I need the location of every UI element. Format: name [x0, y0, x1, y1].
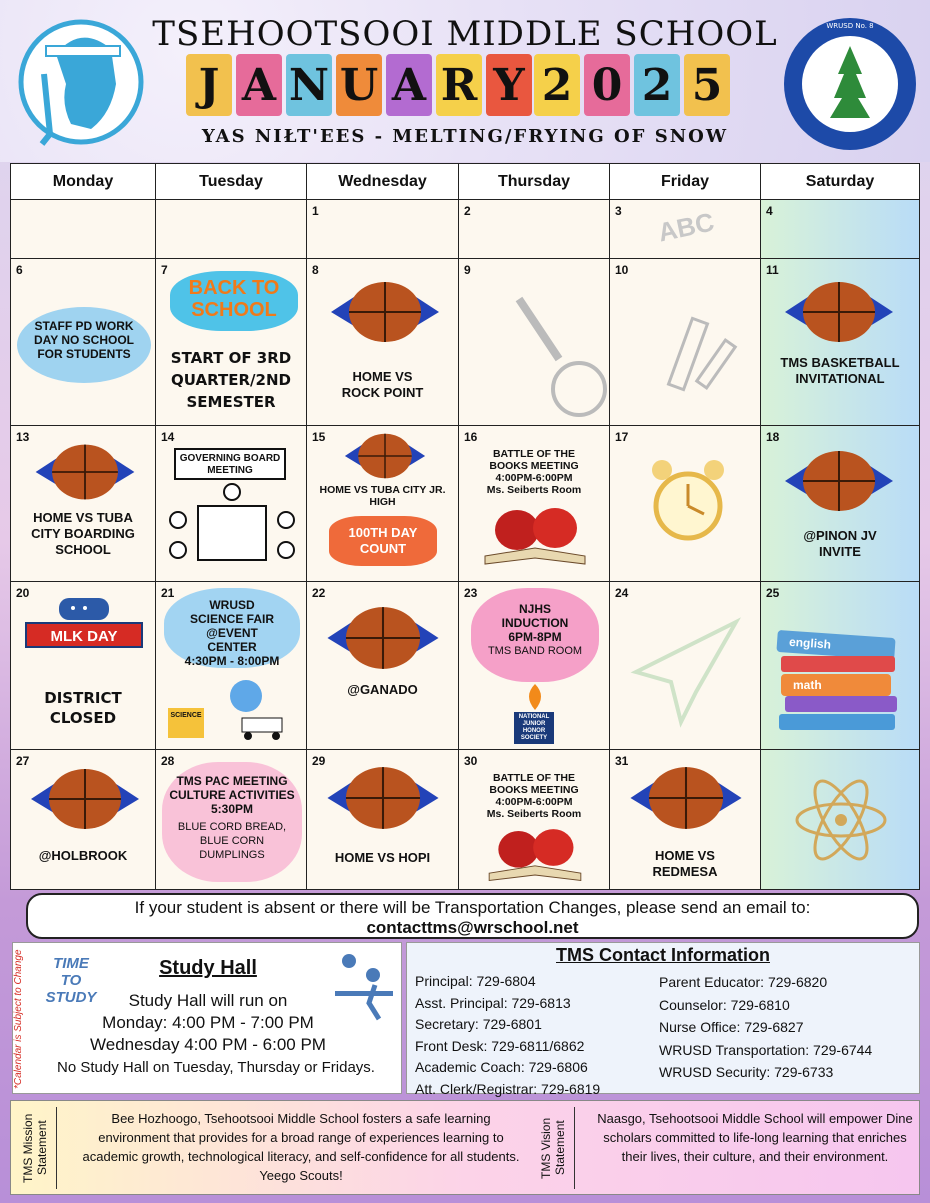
- contact-item: Principal: 729-6804: [415, 973, 536, 989]
- event-time: 4:00PM-6:00PM: [495, 796, 573, 808]
- event-room: TMS BAND ROOM: [487, 645, 583, 657]
- 100th-day-badge: 100TH DAY COUNT: [329, 516, 437, 566]
- vision-label: TMS Vision Statement: [539, 1107, 575, 1189]
- vision-text: Naasgo, Tsehootsooi Middle School will empower Dine scholars committed to life-long learning that enriches their lives, their culture, and their environment.: [597, 1111, 913, 1164]
- day-cell-1: [307, 200, 459, 259]
- year-digit: 2: [634, 54, 680, 116]
- day-cell-20: [11, 582, 156, 750]
- contact-item: Nurse Office: 729-6827: [659, 1019, 804, 1035]
- event-text: HOME VS HOPI: [334, 850, 431, 865]
- basketball-icon: [781, 446, 897, 516]
- math-book-label: math: [781, 674, 891, 696]
- mlk-day-badge: MLK DAY: [25, 622, 143, 648]
- event-text: NJHS INDUCTION 6PM-8PM: [501, 602, 569, 644]
- day-cell-9: [459, 259, 610, 426]
- day-cell-23: [459, 582, 610, 750]
- day-number: 25: [766, 586, 780, 600]
- event-room: Ms. Seiberts Room: [486, 484, 582, 496]
- day-cell-27: [11, 750, 156, 889]
- boxing-gloves-book-icon: [477, 498, 593, 570]
- contact-item: WRUSD Security: 729-6733: [659, 1064, 834, 1080]
- day-cell-15: [307, 426, 459, 582]
- mission-label: TMS Mission Statement: [21, 1107, 57, 1189]
- board-meeting-sign: GOVERNING BOARD MEETING: [174, 448, 286, 480]
- day-number: 24: [615, 586, 629, 600]
- event-text: HOME VS TUBA CITY JR. HIGH: [319, 484, 446, 508]
- basketball-icon: [321, 762, 445, 834]
- event-text: @PINON JV INVITE: [803, 528, 877, 559]
- day-number: 30: [464, 754, 478, 768]
- district-seal-logo: [780, 14, 920, 154]
- time-to-study-logo: TIME TO STUDY: [45, 955, 97, 1006]
- back-to-school-graphic: BACK TO SCHOOL: [170, 271, 298, 331]
- basketball-icon: [624, 762, 748, 834]
- basketball-icon: [27, 440, 143, 504]
- event-time: 4:00PM-6:00PM: [495, 472, 573, 484]
- day-number: 31: [615, 754, 629, 768]
- day-number: 16: [464, 430, 478, 444]
- day-cell-10: [610, 259, 761, 426]
- month-letter: N: [286, 54, 332, 116]
- month-letter: R: [436, 54, 482, 116]
- day-number: 3: [615, 204, 622, 218]
- day-number: 7: [161, 263, 168, 277]
- event-text: TMS PAC MEETING CULTURE ACTIVITIES: [169, 774, 295, 802]
- scout-mascot-logo: [16, 14, 146, 154]
- contact-item: Academic Coach: 729-6806: [415, 1059, 588, 1075]
- day-number: 15: [312, 430, 326, 444]
- month-tiles: [186, 54, 532, 120]
- month-subtitle: YAS NIŁT'EES - MELTING/FRYING OF SNOW: [201, 126, 729, 147]
- day-number: 20: [16, 586, 30, 600]
- event-text: @GANADO: [347, 682, 418, 697]
- event-text: HOME VS ROCK POINT: [341, 369, 424, 400]
- contact-email-link[interactable]: contacttms@wrschool.net: [366, 918, 579, 937]
- basketball-icon: [781, 277, 897, 347]
- paper-plane-doodle-icon: [626, 612, 746, 732]
- event-text: BATTLE OF THE BOOKS MEETING: [489, 448, 579, 472]
- day-cell-empty: [761, 750, 919, 889]
- year-digit: 0: [584, 54, 630, 116]
- day-number: 13: [16, 430, 30, 444]
- science-experiment-icon: [206, 674, 302, 746]
- school-supplies-doodle-icon: [499, 289, 609, 419]
- day-cell-28: [156, 750, 307, 889]
- day-number: 22: [312, 586, 326, 600]
- day-cell-4: [761, 200, 919, 259]
- contact-list-left: [415, 971, 600, 1100]
- boxing-gloves-book-icon: [477, 820, 593, 886]
- staff-pd-badge: STAFF PD WORK DAY NO SCHOOL FOR STUDENTS: [17, 307, 151, 383]
- study-hall-line: Monday: 4:00 PM - 7:00 PM: [102, 1013, 314, 1032]
- event-text: HOME VS TUBA CITY BOARDING SCHOOL: [31, 510, 135, 557]
- day-cell-31: [610, 750, 761, 889]
- year-tiles: [534, 54, 730, 116]
- transportation-notice: [26, 893, 919, 939]
- contact-item: WRUSD Transportation: 729-6744: [659, 1041, 873, 1058]
- contact-item: Front Desk: 729-6811/6862: [415, 1037, 585, 1054]
- mission-vision-panel: [10, 1100, 920, 1195]
- study-hall-line: No Study Hall on Tuesday, Thursday or Fridays.: [57, 1059, 375, 1076]
- day-number: 17: [615, 430, 629, 444]
- day-number: 1: [312, 204, 319, 218]
- contact-title: TMS Contact Information: [556, 945, 770, 965]
- event-text: WRUSD SCIENCE FAIR @EVENT CENTER: [189, 598, 274, 654]
- day-cell-25: [761, 582, 919, 750]
- day-header-tuesday: Tuesday: [156, 164, 307, 200]
- alarm-clock-icon: [646, 452, 730, 552]
- day-cell-2: [459, 200, 610, 259]
- contact-list-right: [659, 971, 872, 1084]
- event-text: @HOLBROOK: [38, 848, 128, 863]
- svg-text:WRUSD No. 8: WRUSD No. 8: [826, 22, 874, 30]
- day-cell-empty: [11, 200, 156, 259]
- study-hall-title: Study Hall: [159, 957, 257, 979]
- book-stack-icon: [775, 656, 901, 732]
- day-number: 2: [464, 204, 471, 218]
- day-cell-7: [156, 259, 307, 426]
- day-header-wednesday: Wednesday: [307, 164, 459, 200]
- njhs-logo-text: NATIONAL JUNIOR HONOR SOCIETY: [514, 712, 554, 744]
- day-cell-empty: [156, 200, 307, 259]
- day-cell-16: [459, 426, 610, 582]
- day-header-monday: Monday: [11, 164, 156, 200]
- day-number: 23: [464, 586, 478, 600]
- event-text: DISTRICT CLOSED: [44, 689, 122, 727]
- day-number: 4: [766, 204, 773, 218]
- month-letter: U: [336, 54, 382, 116]
- day-cell-13: [11, 426, 156, 582]
- day-cell-6: [11, 259, 156, 426]
- day-cell-8: [307, 259, 459, 426]
- event-room: Ms. Seiberts Room: [486, 808, 582, 820]
- basketball-icon: [337, 430, 433, 482]
- day-cell-30: [459, 750, 610, 889]
- contact-info-panel: [406, 942, 920, 1097]
- day-number: 29: [312, 754, 326, 768]
- day-number: 27: [16, 754, 30, 768]
- basketball-icon: [25, 764, 145, 834]
- basketball-icon: [321, 602, 445, 674]
- event-text: START OF 3RD QUARTER/2ND SEMESTER: [170, 349, 292, 411]
- header-banner: [0, 0, 930, 162]
- day-number: 28: [161, 754, 175, 768]
- notice-text: If your student is absent or there will be Transportation Changes, please send an email to:: [134, 898, 811, 917]
- day-cell-17: [610, 426, 761, 582]
- day-cell-24: [610, 582, 761, 750]
- english-book-label: english: [776, 630, 895, 660]
- basketball-icon: [327, 277, 443, 347]
- day-number: 14: [161, 430, 175, 444]
- school-title: TSEHOOTSOOI MIDDLE SCHOOL: [152, 14, 778, 54]
- day-header-friday: Friday: [610, 164, 761, 200]
- science-book-label: SCIENCE: [168, 708, 204, 738]
- event-text: BATTLE OF THE BOOKS MEETING: [489, 772, 579, 796]
- contact-item: Att. Clerk/Registrar: 729-6819: [415, 1080, 601, 1097]
- day-number: 9: [464, 263, 471, 277]
- month-letter: A: [236, 54, 282, 116]
- day-number: 11: [766, 263, 779, 277]
- event-text: TMS BASKETBALL INVITATIONAL: [780, 355, 900, 386]
- torch-icon: [517, 682, 553, 712]
- year-digit: 2: [534, 54, 580, 116]
- mission-text: Bee Hozhoogo, Tsehootsooi Middle School fosters a safe learning environment that provides for a broad range of experiences learning to academic growth, technological literacy, and self-confidence for all students. Yeego Scouts!: [82, 1111, 520, 1183]
- njhs-badge: [471, 588, 599, 682]
- day-number: 18: [766, 430, 780, 444]
- contact-item: Asst. Principal: 729-6813: [415, 994, 571, 1011]
- flag-circle-icon: [55, 596, 113, 622]
- month-letter: J: [186, 54, 232, 116]
- day-cell-18: [761, 426, 919, 582]
- day-number: 21: [161, 586, 175, 600]
- month-letter: Y: [486, 54, 532, 116]
- abc-doodle: ABC: [655, 206, 717, 248]
- day-cell-3: [610, 200, 761, 259]
- day-number: 10: [615, 263, 629, 277]
- month-letter: A: [386, 54, 432, 116]
- pac-meeting-badge: [162, 762, 302, 882]
- meeting-table-icon: [164, 480, 300, 576]
- event-time: 5:30PM: [210, 802, 254, 816]
- day-header-saturday: Saturday: [761, 164, 919, 200]
- event-time: 4:30PM - 8:00PM: [184, 654, 280, 668]
- study-hall-line: Study Hall will run on: [128, 991, 288, 1010]
- calendar-grid: [10, 163, 920, 890]
- day-number: 8: [312, 263, 319, 277]
- contact-item: Counselor: 729-6810: [659, 996, 790, 1013]
- day-cell-21: [156, 582, 307, 750]
- day-number: 6: [16, 263, 23, 277]
- contact-item: Secretary: 729-6801: [415, 1016, 542, 1032]
- day-cell-11: [761, 259, 919, 426]
- event-text: HOME VS REDMESA: [652, 848, 718, 879]
- science-fair-badge: [164, 588, 300, 668]
- day-header-thursday: Thursday: [459, 164, 610, 200]
- day-cell-14: [156, 426, 307, 582]
- event-food: BLUE CORD BREAD, BLUE CORN DUMPLINGS: [177, 821, 287, 861]
- study-hall-panel: [12, 942, 402, 1094]
- day-cell-22: [307, 582, 459, 750]
- calendar-change-note: *Calendar is Subject to Change: [13, 949, 24, 1089]
- year-digit: 5: [684, 54, 730, 116]
- ruler-doodle-icon: [650, 299, 750, 399]
- contact-item: Parent Educator: 729-6820: [659, 974, 828, 990]
- atom-icon: [791, 770, 891, 870]
- study-hall-line: Wednesday 4:00 PM - 6:00 PM: [90, 1035, 326, 1054]
- day-cell-29: [307, 750, 459, 889]
